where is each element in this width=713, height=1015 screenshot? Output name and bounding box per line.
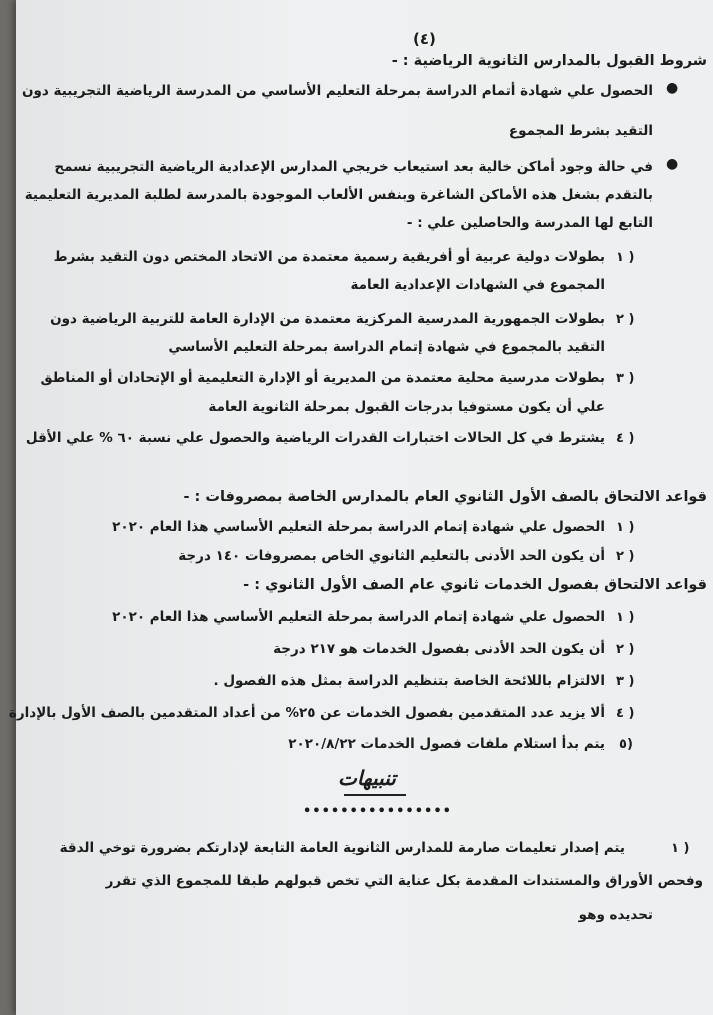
notes-heading: تنبيهات	[338, 766, 396, 790]
private-fees-heading: قواعد الالتحاق بالصف الأول الثانوي العام بالمدارس الخاصة بمصروفات : -	[183, 489, 707, 505]
list-item: الالتزام باللائحة الخاصة بتنظيم الدراسة بمثل هذه الفصول .	[213, 673, 605, 689]
item-number: ١ )	[671, 841, 690, 856]
bullet-icon: ●	[666, 156, 679, 172]
list-item-line1: بطولات دولية عربية أو أفريقية رسمية معتمدة من الاتحاد المختص دون التقيد بشرط	[53, 249, 605, 265]
list-item: يتم بدأ استلام ملفات فصول الخدمات ٢٠٢٠/٨/٢٢	[288, 736, 605, 752]
bullet1-line2: التقيد بشرط المجموع	[508, 123, 653, 139]
item-number: ١ )	[616, 610, 635, 625]
bullet-icon: ●	[666, 80, 679, 96]
list-item: أن يكون الحد الأدنى بفصول الخدمات هو ٢١٧ درجة	[273, 641, 605, 657]
services-heading: قواعد الالتحاق بفصول الخدمات ثانوي عام الصف الأول الثانوي : -	[243, 577, 707, 593]
list-item: أن يكون الحد الأدنى بالتعليم الثانوي الخاص بمصروفات ١٤٠ درجة	[178, 548, 605, 564]
bullet2-line1: في حالة وجود أماكن خالية بعد استيعاب خريجي المدارس الإعدادية الرياضية التجريبية نسمح	[54, 159, 653, 175]
notes-line2: وفحص الأوراق والمستندات المقدمة بكل عناية التي تخص قبولهم طبقا للمجموع الذي تقرر	[105, 873, 703, 889]
item-number: ١ )	[616, 250, 635, 265]
document-page	[8, 0, 713, 1015]
notes-line3: تحديده وهو	[578, 907, 653, 923]
bullet2-line3: التابع لها المدرسة والحاصلين علي : -	[406, 215, 653, 231]
item-number: ٤ )	[616, 706, 635, 721]
list-item-line1: بطولات مدرسية محلية معتمدة من المديرية أو الإدارة التعليمية أو الإتحادان أو المناطق	[40, 370, 605, 386]
notes-underline	[344, 794, 406, 796]
item-number: ٤ )	[616, 431, 635, 446]
page-number: (٤)	[413, 30, 436, 48]
list-item-line1: بطولات الجمهورية المدرسية المركزية معتمدة من الإدارة العامة للتربية الرياضية دون	[50, 311, 605, 327]
list-item-line2: التقيد بالمجموع في شهادة إتمام الدراسة بمرحلة التعليم الأساسي	[168, 339, 605, 355]
notes-line1: يتم إصدار تعليمات صارمة للمدارس الثانوية العامة التابعة لإدارتكم بضرورة توخي الدقة	[59, 840, 625, 856]
item-number: ٣ )	[616, 674, 635, 689]
list-item: الحصول علي شهادة إتمام الدراسة بمرحلة التعليم الأساسي هذا العام ٢٠٢٠	[112, 519, 605, 535]
item-number: ١ )	[616, 520, 635, 535]
item-number: ٢ )	[616, 642, 635, 657]
list-item: ألا يزيد عدد المتقدمين بفصول الخدمات عن ٢٥% من أعداد المتقدمين بالصف الأول بالإدارة	[8, 705, 605, 721]
item-number: ٣ )	[616, 371, 635, 386]
item-number: ٥)	[619, 737, 633, 752]
item-number: ٢ )	[616, 312, 635, 327]
bullet2-line2: بالتقدم بشغل هذه الأماكن الشاغرة وبنفس الألعاب الموجودة بالمدرسة لطلبة المديرية التعليمية	[24, 187, 653, 203]
bullet1-line1: الحصول علي شهادة أتمام الدراسة بمرحلة التعليم الأساسي من المدرسة الرياضية التجريبية دون	[22, 83, 653, 99]
list-item: الحصول علي شهادة إتمام الدراسة بمرحلة التعليم الأساسي هذا العام ٢٠٢٠	[112, 609, 605, 625]
sports-schools-heading: شروط القبول بالمدارس الثانوية الرياضية : -	[391, 53, 707, 69]
item-number: ٢ )	[616, 549, 635, 564]
list-item-line2: علي أن يكون مستوفيا بدرجات القبول بمرحلة الثانوية العامة	[208, 399, 605, 415]
list-item-line1: يشترط في كل الحالات اختبارات القدرات الرياضية والحصول علي نسبة ٦٠ % علي الأقل	[25, 430, 605, 446]
dotted-separator: ••••••••••••••••	[303, 804, 452, 819]
list-item-line2: المجموع في الشهادات الإعدادية العامة	[350, 277, 605, 293]
